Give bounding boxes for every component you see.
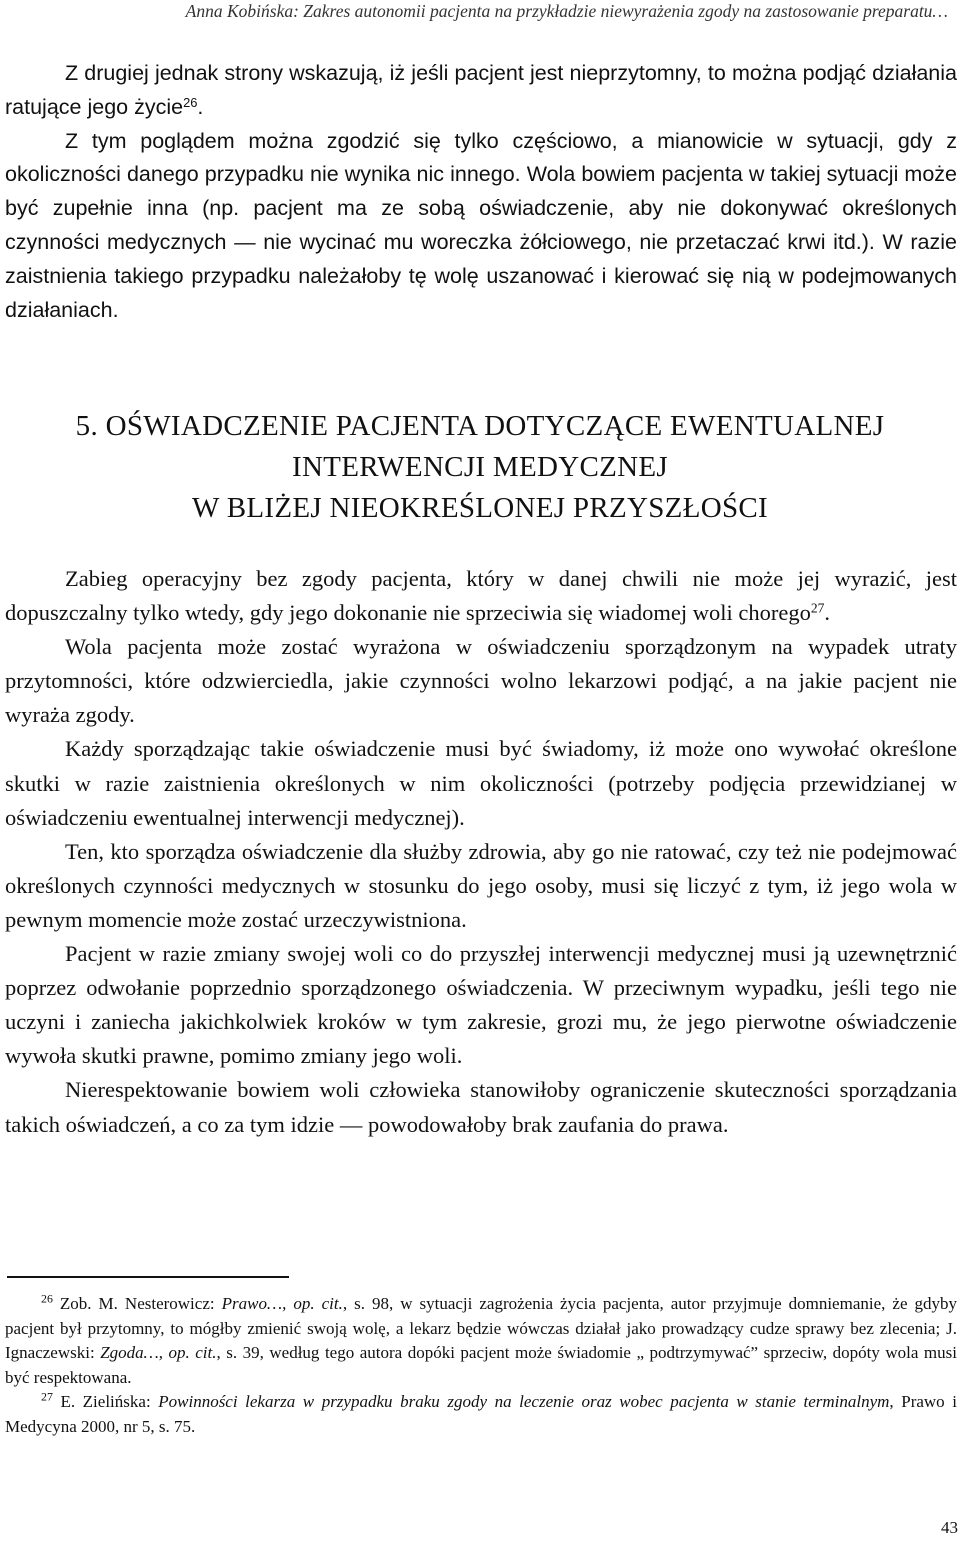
footnote-cited-title: Powinności lekarza w przypadku braku zgody na leczenie oraz wobec pacjenta w stanie terminalnym xyxy=(158,1392,890,1411)
section-heading-line: W BLIŻEJ NIEOKREŚLONEJ PRZYSZŁOŚCI xyxy=(192,492,768,524)
intro-paragraph-end: . xyxy=(197,94,204,119)
footnote-text: E. Zielińska: xyxy=(52,1392,159,1411)
body-paragraph-end: . xyxy=(824,600,830,626)
footnote-text: , Prawo i Medycyna 2000, nr 5, s. 75. xyxy=(5,1392,957,1436)
section-heading xyxy=(0,406,960,529)
body-paragraph xyxy=(5,562,957,630)
footnote-number: 26 xyxy=(41,1291,53,1306)
body-paragraph: Każdy sporządzając takie oświadczenie musi być świadomy, iż może ono wywołać określone skutki w razie zaistnienia określonych w nim okoliczności (potrzeby podjęcia przewidzianej w oświadczeniu ewentualnej interwencji medycznej). xyxy=(5,736,957,830)
running-header: Anna Kobińska: Zakres autonomii pacjenta na przykładzie niewyrażenia zgody na zastosowanie preparatu… xyxy=(185,1,948,21)
body-paragraph: Nierespektowanie bowiem woli człowieka stanowiłoby ograniczenie skuteczności sporządzania takich oświadczeń, a co za tym idzie — powodowałoby brak zaufania do prawa. xyxy=(5,1077,957,1137)
intro-paragraph xyxy=(5,57,957,125)
footnote-divider xyxy=(7,1276,289,1278)
body-paragraph-text: Zabieg operacyjny bez zgody pacjenta, który w danej chwili nie może jej wyrazić, jest dopuszczalny tylko wtedy, gdy jego dokonanie nie sprzeciwia się wiadomej woli chorego xyxy=(5,566,957,626)
footnote-text: , s. 98, w sytuacji zagrożenia życia pacjenta, autor przyjmuje domniemanie, że gdyby pacjent był przytomny, to mógłby zmienić swoją wolę, a lekarz będzie wówczas działał jako prowadzący cudze sprawy bez zlecenia; J. Ignaczewski: xyxy=(5,1294,957,1362)
footnote-text: Zob. M. Nesterowicz: xyxy=(52,1294,222,1313)
section-heading-line: 5. OŚWIADCZENIE PACJENTA DOTYCZĄCE EWENTUALNEJ xyxy=(75,410,885,442)
footnote-27 xyxy=(5,1390,957,1439)
intro-paragraph-text: Z drugiej jednak strony wskazują, iż jeśli pacjent jest nieprzytomny, to można podjąć działania ratujące jego życie xyxy=(5,61,957,119)
footnote-26 xyxy=(5,1292,957,1390)
footnote-number: 27 xyxy=(41,1389,53,1404)
body-paragraph: Pacjent w razie zmiany swojej woli co do przyszłej interwencji medycznej musi ją uzewnętrznić poprzez odwołanie poprzednio sporządzonego oświadczenia. W przeciwnym wypadku, jeśli tego nie uczyni i zaniecha jakichkolwiek kroków w tym zakresie, grozi mu, że jego pierwotne oświadczenie wywoła skutki prawne, pomimo zmiany jego woli. xyxy=(5,941,957,1069)
intro-paragraph: Z tym poglądem można zgodzić się tylko częściowo, a mianowicie w sytuacji, gdy z okoliczności danego przypadku nie wynika nic innego. Wola bowiem pacjenta w takiej sytuacji może być zupełnie inna (np. pacjent ma ze sobą oświadczenie, aby nie dokonywać określonych czynności medycznych — nie wycinać mu woreczka żółciowego, nie przetaczać krwi itd.). W razie zaistnienia takiego przypadku należałoby tę wolę uszanować i kierować się nią w podejmowanych działaniach. xyxy=(5,128,957,322)
intro-text xyxy=(5,57,957,327)
section-heading-line: INTERWENCJI MEDYCZNEJ xyxy=(291,451,669,483)
footnote-ref-27: 27 xyxy=(810,600,825,616)
footnote-ref-26: 26 xyxy=(183,94,198,110)
footnote-cited-title: Zgoda…, op. cit. xyxy=(100,1343,217,1362)
body-paragraph: Wola pacjenta może zostać wyrażona w oświadczeniu sporządzonym na wypadek utraty przytomności, które odzwierciedla, jakie czynności wolno lekarzowi podjąć, a na jakie pacjent nie wyraża zgody. xyxy=(5,634,957,728)
body-paragraph: Ten, kto sporządza oświadczenie dla służby zdrowia, aby go nie ratować, czy też nie podejmować określonych czynności medycznych w stosunku do jego osoby, musi się liczyć z tym, iż jego wola w pewnym momencie może zostać urzeczywistniona. xyxy=(5,838,957,932)
footnote-text: , s. 39, według tego autora dopóki pacjent może świadomie „ podtrzymywać” sprzeciw, dopóty wola musi być respektowana. xyxy=(5,1343,957,1387)
section-body xyxy=(5,562,957,1142)
page-number: 43 xyxy=(941,1518,958,1537)
footnote-cited-title: Prawo…, op. cit. xyxy=(221,1294,343,1313)
footnotes xyxy=(5,1292,957,1439)
